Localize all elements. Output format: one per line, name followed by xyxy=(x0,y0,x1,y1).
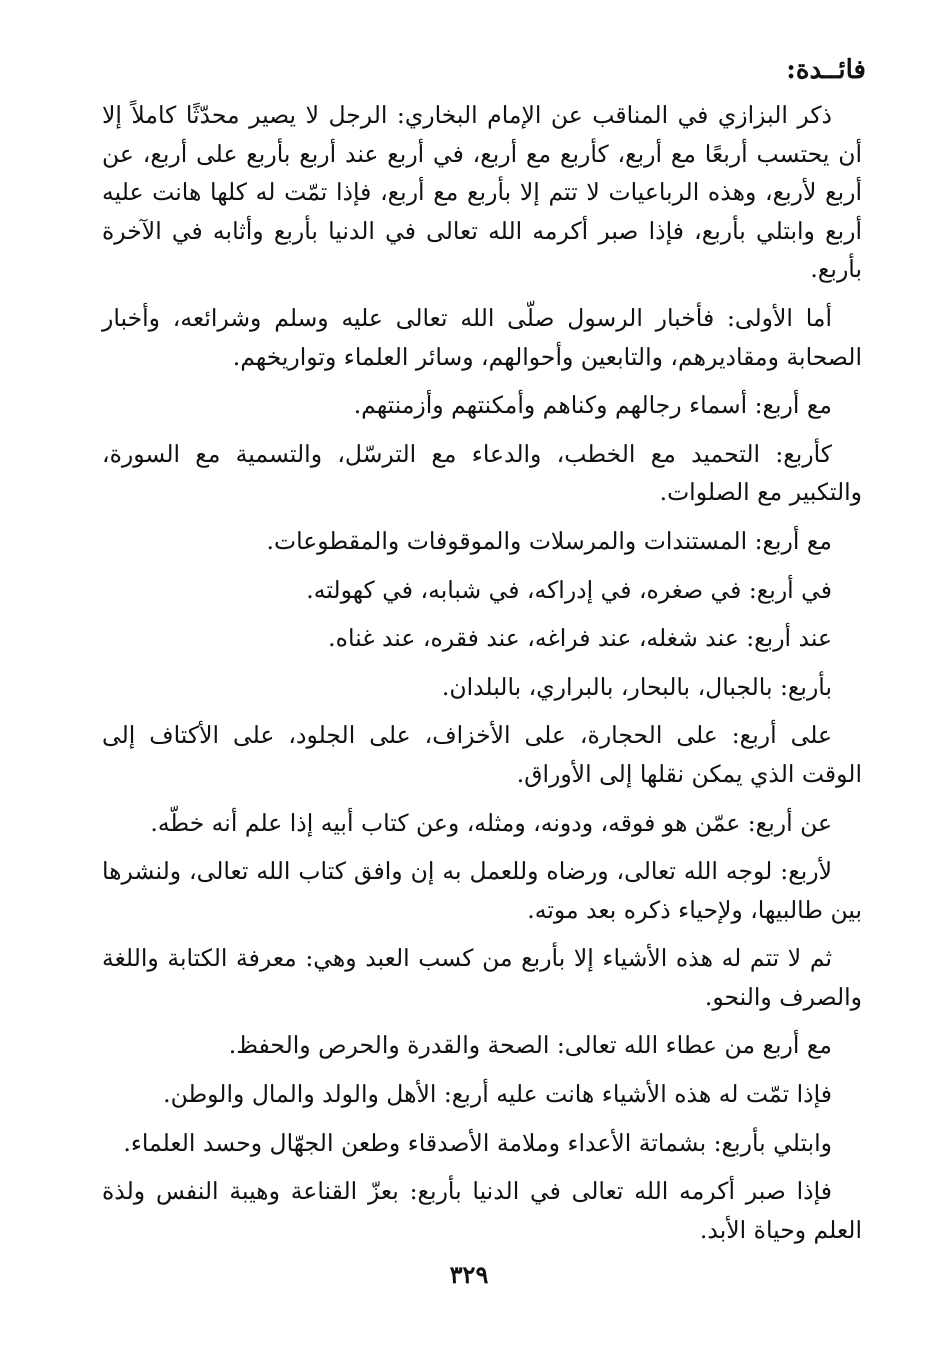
paragraph: في أربع: في صغره، في إدراكه، في شبابه، في كهولته. xyxy=(306,575,832,604)
paragraph: عن أربع: عمّن هو فوقه، ودونه، ومثله، وعن كتاب أبيه إذا علم أنه خطّه. xyxy=(150,808,832,837)
paragraph: مع أربع: المستندات والمرسلات والموقوفات والمقطوعات. xyxy=(266,526,832,555)
paragraph: لأربع: لوجه الله تعالى، ورضاه وللعمل به إن وافق كتاب الله تعالى، ولنشرها بين طالبيها، ولإحياء ذكره بعد موته. xyxy=(102,857,862,924)
paragraph: ذكر البزازي في المناقب عن الإمام البخاري: الرجل لا يصير محدّثًا كاملاً إلا أن يحتسب أربعًا مع أربع، كأربع مع أربع، في أربع عند أربع بأربع على أربع، عن أربع لأربع، وهذه الرباعيات لا تتم إلا بأربع مع أربع، فإذا تمّت له كلها هانت عليه أربع وابتلي بأربع، فإذا صبر أكرمه الله تعالى في الدنيا بأربع وأثابه في الآخرة بأربع. xyxy=(102,101,862,284)
paragraph: فإذا تمّت له هذه الأشياء هانت عليه أربع: الأهل والولد والمال والوطن. xyxy=(163,1080,832,1109)
paragraph: وابتلي بأربع: بشماتة الأعداء وملامة الأصدقاء وطعن الجهّال وحسد العلماء. xyxy=(123,1128,832,1157)
paragraph: عند أربع: عند شغله، عند فراغه، عند فقره، عند غناه. xyxy=(328,624,832,653)
section-heading: فائــدة: xyxy=(786,55,866,85)
paragraph: مع أربع: أسماء رجالهم وكناهم وأمكنتهم وأزمنتهم. xyxy=(353,391,832,420)
paragraph: فإذا صبر أكرمه الله تعالى في الدنيا بأربع: بعزّ القناعة وهيبة النفس ولذة العلم وحياة الأبد. xyxy=(102,1177,862,1244)
paragraph: أما الأولى: فأخبار الرسول صلّى الله تعالى عليه وسلم وشرائعه، وأخبار الصحابة ومقاديرهم، والتابعين وأحوالهم، وسائر العلماء وتواريخهم. xyxy=(102,303,862,371)
page-body xyxy=(102,96,862,1259)
paragraph: مع أربع من عطاء الله تعالى: الصحة والقدرة والحرص والحفظ. xyxy=(228,1031,832,1060)
page-number: ٣٢٩ xyxy=(449,1260,489,1289)
paragraph: على أربع: على الحجارة، على الأخزاف، على الجلود، على الأكتاف إلى الوقت الذي يمكن نقلها إلى الأوراق. xyxy=(102,721,862,788)
paragraph: كأربع: التحميد مع الخطب، والدعاء مع الترسّل، والتسمية مع السورة، والتكبير مع الصلوات. xyxy=(102,439,862,507)
paragraph: ثم لا تتم له هذه الأشياء إلا بأربع من كسب العبد وهي: معرفة الكتابة واللغة والصرف والنحو. xyxy=(102,944,862,1011)
paragraph: بأربع: بالجبال، بالبحار، بالبراري، بالبلدان. xyxy=(441,672,832,701)
